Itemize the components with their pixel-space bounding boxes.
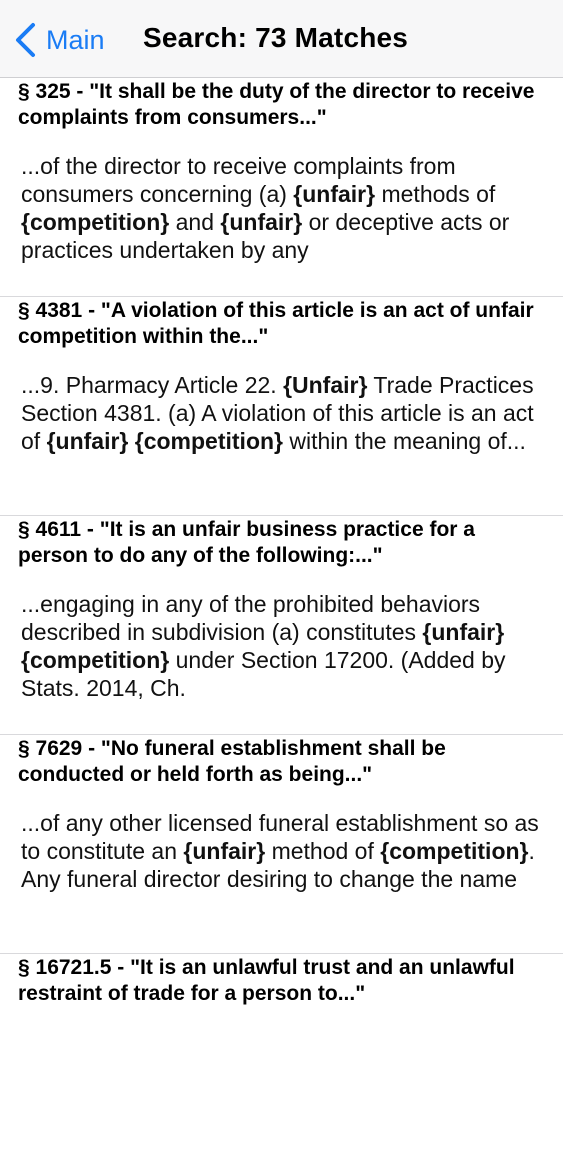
- result-heading: § 4611 - "It is an unfair business practice for a person to do any of the following:...": [18, 518, 475, 567]
- keyword-highlight: {competition}: [21, 647, 170, 673]
- result-heading: § 16721.5 - "It is an unlawful trust and an unlawful restraint of trade for a person to...": [18, 956, 515, 1005]
- list-item[interactable]: [0, 954, 563, 1173]
- result-heading: § 325 - "It shall be the duty of the director to receive complaints from consumers...": [18, 80, 535, 129]
- chevron-left-icon: [14, 22, 36, 58]
- keyword-highlight: {unfair}: [293, 181, 376, 207]
- navigation-bar: [0, 0, 563, 78]
- back-button-label: Main: [46, 24, 105, 55]
- keyword-highlight: {competition}: [21, 209, 170, 235]
- list-item[interactable]: [0, 516, 563, 735]
- list-item[interactable]: [0, 78, 563, 297]
- keyword-highlight: {competition}: [134, 428, 283, 454]
- result-heading: § 4381 - "A violation of this article is an act of unfair competition within the...": [18, 299, 534, 348]
- result-snippet: ...of the director to receive complaints from consumers concerning (a) {unfair} methods of {competition} and {unfair} or deceptive acts or practices undertaken by any: [21, 153, 510, 263]
- keyword-highlight: {competition}: [380, 838, 529, 864]
- page-title: Search: 73 Matches: [143, 22, 409, 53]
- keyword-highlight: {Unfair}: [283, 372, 368, 398]
- list-item[interactable]: [0, 297, 563, 516]
- keyword-highlight: {unfair}: [220, 209, 303, 235]
- keyword-highlight: {unfair}: [422, 619, 505, 645]
- back-button[interactable]: [14, 20, 105, 60]
- result-snippet: ...engaging in any of the prohibited behaviors described in subdivision (a) constitutes {unfair} {competition} under Section 17200. (Added by Stats. 2014, Ch.: [21, 591, 506, 701]
- result-snippet: ...of any other licensed funeral establishment so as to constitute an {unfair} method of {competition}. Any funeral director desiring to change the name: [21, 810, 539, 892]
- list-item[interactable]: [0, 735, 563, 954]
- keyword-highlight: {unfair}: [46, 428, 129, 454]
- result-heading: § 7629 - "No funeral establishment shall be conducted or held forth as being...": [18, 737, 446, 786]
- keyword-highlight: {unfair}: [183, 838, 266, 864]
- result-snippet: ...9. Pharmacy Article 22. {Unfair} Trade Practices Section 4381. (a) A violation of this article is an act of {unfair} {competition} within the meaning of...: [21, 372, 534, 454]
- results-list: [0, 78, 563, 1173]
